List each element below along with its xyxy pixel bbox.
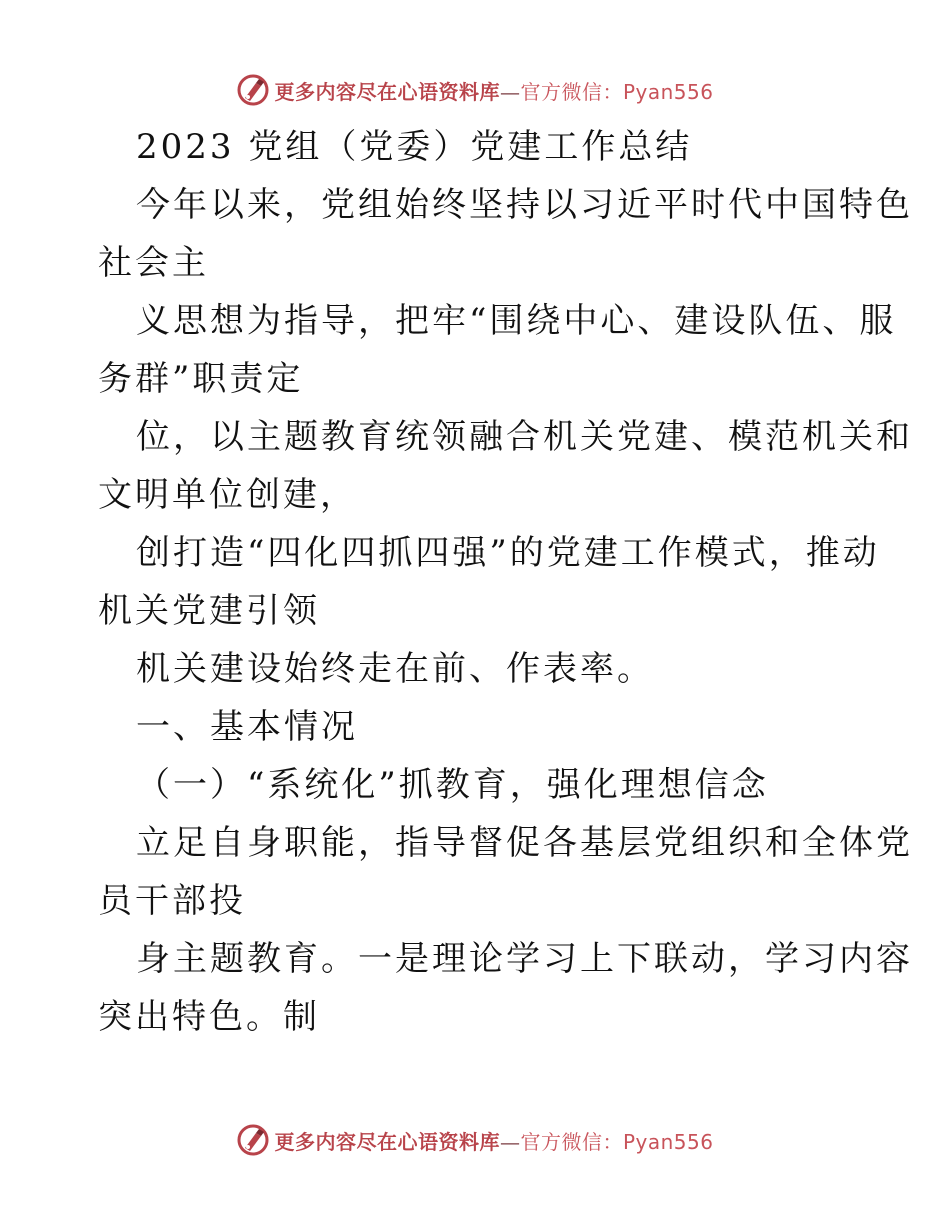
paragraph-line: 立足自身职能，指导督促各基层党组织和全体党 [136, 823, 913, 863]
banner-separator: — [499, 79, 521, 104]
paragraph-line: 务群”职责定 [98, 359, 304, 399]
banner-wechat: 官方微信：Pyan556 [520, 79, 714, 104]
banner-title: 更多内容尽在心语资料库 [274, 1129, 500, 1154]
pen-logo-icon [236, 1123, 270, 1157]
banner-title: 更多内容尽在心语资料库 [274, 79, 500, 104]
section-heading: 一、基本情况 [136, 707, 358, 747]
subsection-heading: （一）“系统化”抓教育，强化理想信念 [136, 765, 769, 805]
paragraph-line: 突出特色。制 [98, 997, 320, 1037]
paragraph-line: 身主题教育。一是理论学习上下联动，学习内容 [136, 939, 913, 979]
paragraph-line: 今年以来，党组始终坚持以习近平时代中国特色 [136, 185, 913, 225]
paragraph-line: 员干部投 [98, 881, 246, 921]
paragraph-line: 位，以主题教育统领融合机关党建、模范机关和 [136, 417, 913, 457]
footer-banner [0, 1120, 950, 1160]
banner-wechat: 官方微信：Pyan556 [520, 1129, 714, 1154]
banner-separator: — [499, 1129, 521, 1154]
paragraph-line: 创打造“四化四抓四强”的党建工作模式，推动 [136, 533, 880, 573]
paragraph-line: 社会主 [98, 243, 209, 283]
paragraph-line: 机关党建引领 [98, 591, 320, 631]
paragraph-line: 文明单位创建， [98, 475, 357, 515]
paragraph-line: 机关建设始终走在前、作表率。 [136, 649, 654, 689]
document-body [98, 118, 913, 1046]
pen-logo-icon [236, 73, 270, 107]
header-banner [0, 70, 950, 110]
paragraph-line: 义思想为指导，把牢“围绕中心、建设队伍、服 [136, 301, 897, 341]
document-title: 2023 党组（党委）党建工作总结 [136, 127, 693, 167]
